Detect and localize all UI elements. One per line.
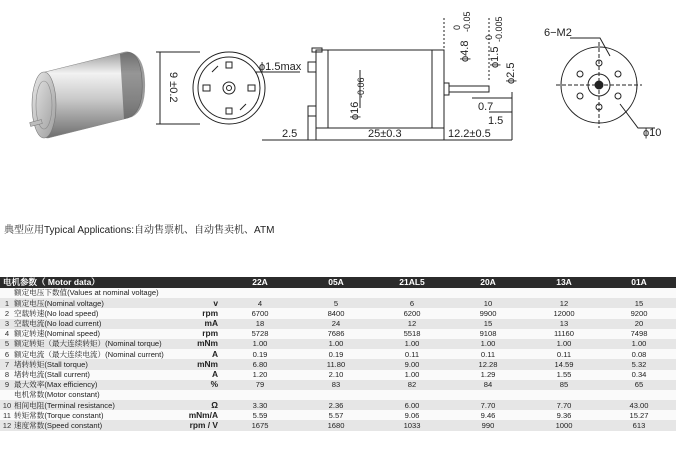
row-value: 24 <box>298 319 374 329</box>
screw-circle-dim: ϕ1.5max <box>259 61 302 73</box>
shaft-diameter-dim: ϕ4.8 <box>459 40 471 62</box>
row-value: 11.80 <box>298 359 374 369</box>
row-value: 9.06 <box>374 410 450 420</box>
row-value: 12000 <box>526 308 602 318</box>
row-value: 0.19 <box>222 349 298 359</box>
row-value: 10 <box>450 298 526 308</box>
flange-dim: 9 ±0.2 <box>167 72 179 103</box>
row-value: 2.36 <box>298 400 374 410</box>
row-number: 4 <box>0 329 14 339</box>
row-label: 堵转转矩(Stall torque) <box>14 359 184 369</box>
row-value: 6200 <box>374 308 450 318</box>
row-unit: mNm/A <box>184 410 222 420</box>
row-label: 相间电阻(Terminal resistance) <box>14 400 184 410</box>
body-diameter-tol: -0.06 <box>356 77 366 98</box>
row-value: 6.80 <box>222 359 298 369</box>
column-header: 20A <box>450 277 526 288</box>
row-number: 12 <box>0 420 14 430</box>
row-unit: mNm <box>184 359 222 369</box>
row-unit: % <box>184 380 222 390</box>
row-value: 7498 <box>602 329 676 339</box>
row-unit: Ω <box>184 400 222 410</box>
section-label: 额定电压下数值(Values at nominal voltage) <box>0 288 676 298</box>
row-value: 12.28 <box>450 359 526 369</box>
column-header: 05A <box>298 277 374 288</box>
row-value: 1.20 <box>222 370 298 380</box>
row-number: 8 <box>0 370 14 380</box>
row-label: 额定电流（最大连续电流）(Nominal current) <box>14 349 184 359</box>
row-value: 1.00 <box>222 339 298 349</box>
row-number: 9 <box>0 380 14 390</box>
row-label: 额定转速(Nominal speed) <box>14 329 184 339</box>
row-number: 2 <box>0 308 14 318</box>
row-value: 1.00 <box>374 339 450 349</box>
table-header-row <box>0 277 676 288</box>
row-label: 额定电压(Nominal voltage) <box>14 298 184 308</box>
row-value: 15 <box>602 298 676 308</box>
row-value: 6.00 <box>374 400 450 410</box>
row-value: 0.34 <box>602 370 676 380</box>
row-unit: A <box>184 349 222 359</box>
row-label: 转矩常数(Torque constant) <box>14 410 184 420</box>
table-row <box>0 349 676 359</box>
table-row <box>0 329 676 339</box>
row-value: 14.59 <box>526 359 602 369</box>
row-value: 0.19 <box>298 349 374 359</box>
table-row <box>0 319 676 329</box>
shaft-length-dim: 12.2±0.5 <box>448 128 491 140</box>
row-value: 9.46 <box>450 410 526 420</box>
row-number: 5 <box>0 339 14 349</box>
row-value: 1.00 <box>298 339 374 349</box>
row-value: 0.11 <box>526 349 602 359</box>
table-row <box>0 288 676 298</box>
column-header: 21AL5 <box>374 277 450 288</box>
row-number: 3 <box>0 319 14 329</box>
row-label: 速度常数(Speed constant) <box>14 420 184 430</box>
row-value: 2.10 <box>298 370 374 380</box>
row-value: 18 <box>222 319 298 329</box>
row-value: 0.11 <box>450 349 526 359</box>
table-row <box>0 420 676 430</box>
row-value: 82 <box>374 380 450 390</box>
len-07-dim: 0.7 <box>478 101 494 113</box>
row-value: 6 <box>374 298 450 308</box>
len-15-dim: 1.5 <box>488 115 504 127</box>
row-value: 0.11 <box>374 349 450 359</box>
table-row <box>0 359 676 369</box>
row-value: 1.29 <box>450 370 526 380</box>
row-value: 12 <box>526 298 602 308</box>
screws-dim: 6−M2 <box>544 27 572 39</box>
row-unit: rpm <box>184 308 222 318</box>
table-row <box>0 308 676 318</box>
row-value: 1.00 <box>374 370 450 380</box>
row-value: 7686 <box>298 329 374 339</box>
row-value: 5728 <box>222 329 298 339</box>
row-label: 最大效率(Max efficiency) <box>14 380 184 390</box>
row-value: 79 <box>222 380 298 390</box>
row-value: 5518 <box>374 329 450 339</box>
table-row <box>0 400 676 410</box>
motor-side-view <box>262 18 512 140</box>
body-length-dim: 25±0.3 <box>368 128 402 140</box>
typical-applications: 典型应用Typical Applications:自动售票机、自动售卖机、ATM <box>4 225 275 236</box>
row-label: 空载转速(No load speed) <box>14 308 184 318</box>
table-row <box>0 339 676 349</box>
row-value: 15.27 <box>602 410 676 420</box>
row-value: 13 <box>526 319 602 329</box>
row-value: 990 <box>450 420 526 430</box>
row-unit: A <box>184 370 222 380</box>
row-label: 额定转矩（最大连续转矩）(Nominal torque) <box>14 339 184 349</box>
row-number: 1 <box>0 298 14 308</box>
row-label: 空载电流(No load current) <box>14 319 184 329</box>
row-value: 7.70 <box>450 400 526 410</box>
shaft-d2-dim: ϕ1.5 <box>489 46 501 68</box>
row-value: 5.32 <box>602 359 676 369</box>
row-value: 9900 <box>450 308 526 318</box>
shaft-d2-tol-top: 0 <box>484 34 494 40</box>
row-unit: rpm <box>184 329 222 339</box>
row-value: 613 <box>602 420 676 430</box>
row-value: 9.36 <box>526 410 602 420</box>
row-number: 11 <box>0 410 14 420</box>
row-value: 6700 <box>222 308 298 318</box>
row-value: 15 <box>450 319 526 329</box>
column-header: 01A <box>602 277 676 288</box>
shaft-phi-dim: ϕ2.5 <box>505 62 517 84</box>
row-value: 0.08 <box>602 349 676 359</box>
pcd-dim: ϕ10 <box>643 127 662 139</box>
row-value: 1.00 <box>450 339 526 349</box>
row-unit: mNm <box>184 339 222 349</box>
motor-technical-drawing <box>0 0 680 200</box>
row-value: 5 <box>298 298 374 308</box>
row-number: 6 <box>0 349 14 359</box>
row-value: 1.00 <box>526 339 602 349</box>
motor-photo <box>30 52 145 138</box>
row-value: 1000 <box>526 420 602 430</box>
table-row <box>0 298 676 308</box>
row-value: 4 <box>222 298 298 308</box>
motor-data-table <box>0 277 676 431</box>
len-25-dim: 2.5 <box>282 128 298 140</box>
shaft-diameter-tol-bot: -0.05 <box>462 11 472 32</box>
row-value: 3.30 <box>222 400 298 410</box>
table-row <box>0 410 676 420</box>
row-value: 9108 <box>450 329 526 339</box>
column-header: 22A <box>222 277 298 288</box>
row-value: 1.00 <box>602 339 676 349</box>
row-value: 9.00 <box>374 359 450 369</box>
body-diameter-dim: ϕ16 <box>349 101 361 120</box>
shaft-diameter-tol-top: 0 <box>452 24 462 30</box>
row-value: 9200 <box>602 308 676 318</box>
row-number: 10 <box>0 400 14 410</box>
row-value: 84 <box>450 380 526 390</box>
section-label: 电机常数(Motor constant) <box>0 390 676 400</box>
row-value: 8400 <box>298 308 374 318</box>
row-value: 65 <box>602 380 676 390</box>
motor-front-view <box>556 38 655 128</box>
row-unit: mA <box>184 319 222 329</box>
row-number: 7 <box>0 359 14 369</box>
row-value: 7.70 <box>526 400 602 410</box>
row-value: 1.55 <box>526 370 602 380</box>
row-value: 43.00 <box>602 400 676 410</box>
column-header: 13A <box>526 277 602 288</box>
row-value: 1675 <box>222 420 298 430</box>
shaft-d2-tol-bot: -0.005 <box>494 16 504 42</box>
table-body <box>0 288 676 431</box>
row-value: 5.57 <box>298 410 374 420</box>
row-value: 5.59 <box>222 410 298 420</box>
row-value: 12 <box>374 319 450 329</box>
row-value: 20 <box>602 319 676 329</box>
table-row <box>0 380 676 390</box>
row-value: 11160 <box>526 329 602 339</box>
row-value: 83 <box>298 380 374 390</box>
table-row <box>0 370 676 380</box>
row-unit: rpm / V <box>184 420 222 430</box>
row-value: 1033 <box>374 420 450 430</box>
row-unit: v <box>184 298 222 308</box>
row-label: 堵转电流(Stall current) <box>14 370 184 380</box>
table-row <box>0 390 676 400</box>
table-title: 电机参数（ Motor data） <box>0 277 222 288</box>
row-value: 85 <box>526 380 602 390</box>
row-value: 1680 <box>298 420 374 430</box>
